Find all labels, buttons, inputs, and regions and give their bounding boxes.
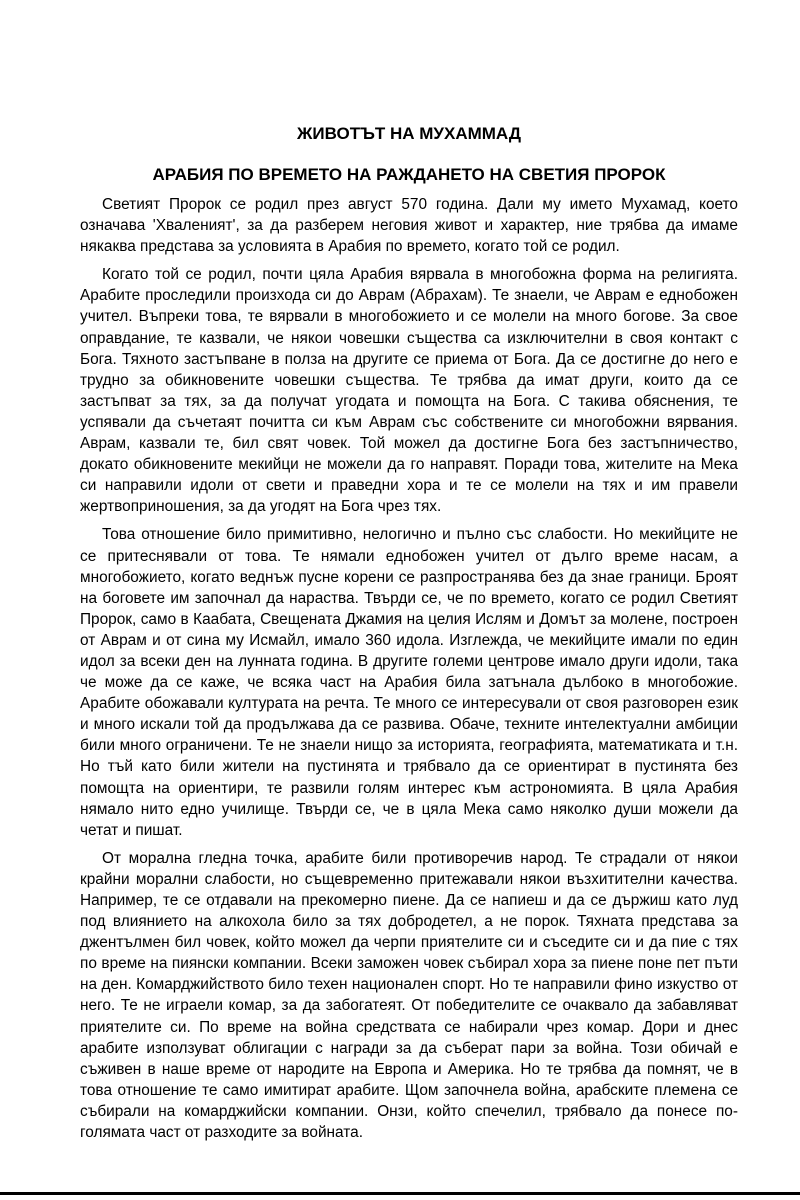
paragraph-4: От морална гледна точка, арабите били противоречив народ. Те страдали от някои крайни морални слабости, но същевременно притежавали някои възхитителни качества. Например, те се отдавали на прекомерно пиене. Да се напиеш и да се държиш като луд под влиянието на алкохола било за тях добродетел, а не порок. Тяхната представа за джентълмен бил човек, който можел да черпи приятелите си и съседите си и да пие с тях по време на пиянски компании. Всеки заможен човек събирал хора за пиене поне пет пъти на ден. Комарджийството било техен национален спорт. Но те направили фино изкуство от него. Те не играели комар, за да забогатеят. От победителите се очаквало да забавляват приятелите си. По време на война средствата се набирали чрез комар. Дори и днес арабите използуват облигации с награди за да съберат пари за война. Този обичай е съживен в наше време от народите на Европа и Америка. Но те трябва да помнят, че в това отношение те само имитират арабите. Щом започнела война, арабските племена се събирали на комарджийски компании. Онзи, който спечелил, трябвало да понесе поголямата част от разходите за войната. <box>80 849 738 1142</box>
page-bottom-rule <box>0 1192 800 1195</box>
paragraph-2: Когато той се родил, почти цяла Арабия вярвала в многобожна форма на религията. Арабите проследили произхода си до Аврам (Абрахам). Те знаели, че Аврам е еднобожен учител. Въпреки това, те вярвали в многобожието и се молели на много богове. За свое оправдание, те казвали, че някои човешки същества са изключителни в своя контакт с Бога. Тяхното застъпване в полза на другите се приема от Бога. Да се достигне до него е трудно за обикновените човешки същества. Те трябва да имат други, които да се застъпват за тях, за да получат угодата и помощта на Бога. С такива обяснения, те успявали да съчетаят почитта си към Аврам със собствените си многобожни вярвания. Аврам, казвали те, бил свят човек. Той можел да достигне Бога без застъпничество, докато обикновените мекийци не можели да го направят. Поради това, жителите на Мека си направили идоли от свети и праведни хора и те се молели на тях и им правели жертвоприношения, за да угодят на Бога чрез тях. <box>80 266 738 516</box>
paragraph-3: Това отношение било примитивно, нелогично и пълно със слабости. Но мекийците не се притеснявали от това. Те нямали еднобожен учител от дълго време насам, а многобожието, когато веднъж пусне корени се разпространява без да знае граници. Броят на боговете им започнал да нараства. Твърди се, че по времето, когато се родил Светият Пророк, само в Каабата, Свещената Джамия на целия Ислям и Домът за молене, построен от Аврам и от сина му Исмайл, имало 360 идола. Изглежда, че мекийците имали по един идол за всеки ден на лунната година. В другите големи центрове имало други идоли, така че може да се каже, че всяка част на Арабия била затънала дълбоко в многобожие. Арабите обожавали културата на речта. Те много се интересували от своя разговорен език и много искали той да продължава да се развива. Обаче, техните интелектуални амбиции били много ограничени. Те не знаели нищо за историята, географията, математиката и т.н. Но тъй като били жители на пустинята и трябвало да се ориентират в пустинята без помощта на ориентири, те развили голям интерес към астрономията. В цяла Арабия нямало нито едно училище. Твърди се, че в цяла Мека само няколко души можели да четат и пишат. <box>80 526 738 839</box>
page-title: ЖИВОТЪТ НА МУХАММАД <box>297 124 521 143</box>
body-text <box>80 194 738 1150</box>
document-page <box>80 0 738 1200</box>
section-heading: АРАБИЯ ПО ВРЕМЕТО НА РАЖДАНЕТО НА СВЕТИЯ ПРОРОК <box>152 165 666 184</box>
paragraph-1: Светият Пророк се родил през август 570 година. Дали му името Мухамад, което означава 'Хваленият', за да разберем неговия живот и характер, ние трябва да имаме някаква представа за условията в Арабия по времето, когато той се родил. <box>80 196 738 256</box>
